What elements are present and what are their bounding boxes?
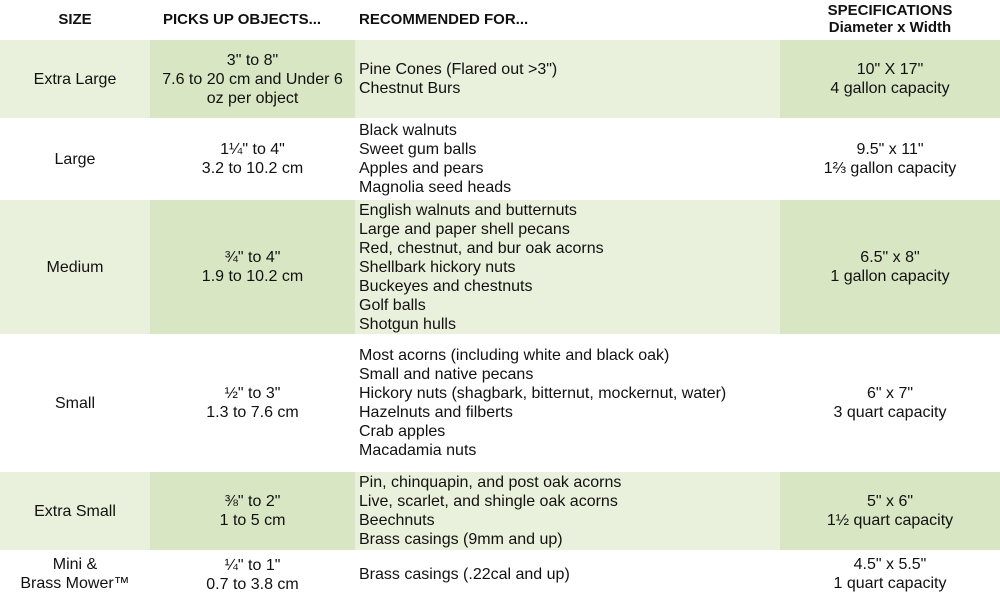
picks-up-cell-line: 1.9 to 10.2 cm — [201, 268, 304, 285]
specifications-cell-line: 1½ quart capacity — [826, 512, 954, 529]
specifications-cell-line: 1⅔ gallon capacity — [823, 160, 957, 177]
header-spec-subtitle: Diameter x Width — [828, 19, 952, 36]
picks-up-cell-line: 1¼" to 4" — [220, 141, 285, 158]
recommended-cell — [355, 470, 780, 550]
recommended-cell-line: Hazelnuts and filberts — [359, 404, 513, 421]
picks-up-cell-line: ¼" to 1" — [224, 557, 281, 574]
table-row — [0, 470, 1000, 550]
picks-up-cell — [150, 118, 355, 198]
picks-up-cell — [150, 470, 355, 550]
picks-up-cell — [150, 198, 355, 334]
recommended-cell-line: Shellbark hickory nuts — [359, 258, 516, 276]
recommended-cell — [355, 550, 780, 596]
size-cell-line: Small — [54, 394, 95, 412]
specifications-cell — [780, 550, 1000, 596]
recommended-cell — [355, 334, 780, 470]
recommended-cell-line: Apples and pears — [359, 160, 484, 177]
recommended-cell-line: Most acorns (including white and black oak) — [359, 347, 670, 364]
recommended-cell-line: Brass casings (.22cal and up) — [359, 565, 570, 583]
header-size: SIZE — [0, 0, 150, 38]
recommended-cell-line: Chestnut Burs — [359, 80, 461, 97]
recommended-cell-line: Live, scarlet, and shingle oak acorns — [359, 493, 618, 510]
table-row — [0, 38, 1000, 118]
specifications-cell-line: 1 gallon capacity — [830, 268, 950, 285]
picks-up-cell — [150, 38, 355, 118]
picks-up-cell-line: 1 to 5 cm — [219, 512, 286, 529]
header-specifications — [780, 0, 1000, 38]
recommended-cell — [355, 38, 780, 118]
table-row — [0, 118, 1000, 198]
specifications-cell — [780, 38, 1000, 118]
specifications-cell-line: 3 quart capacity — [833, 404, 947, 421]
recommended-cell-line: Small and native pecans — [359, 366, 534, 383]
specifications-cell-line: 10" X 17" — [856, 61, 924, 78]
recommended-cell-line: Beechnuts — [359, 512, 435, 529]
size-cell-line: Mini & — [52, 556, 98, 573]
picks-up-cell-line: 3" to 8" — [226, 51, 279, 69]
picks-up-cell-line: 3.2 to 10.2 cm — [201, 160, 304, 177]
picks-up-cell-line: oz per object — [206, 89, 299, 107]
picks-up-cell — [150, 334, 355, 470]
recommended-cell-line: Macadamia nuts — [359, 442, 477, 459]
specifications-cell — [780, 198, 1000, 334]
size-cell — [0, 38, 150, 118]
recommended-cell-line: Golf balls — [359, 296, 426, 314]
size-cell-line: Medium — [46, 258, 104, 276]
size-cell-line: Large — [54, 150, 96, 168]
picks-up-cell-line: ½" to 3" — [224, 385, 281, 402]
specifications-cell — [780, 118, 1000, 198]
table-row — [0, 198, 1000, 334]
specifications-cell-line: 5" x 6" — [866, 493, 914, 510]
table-row — [0, 334, 1000, 470]
picks-up-cell-line: ¾" to 4" — [224, 249, 281, 266]
header-recommended: RECOMMENDED FOR... — [355, 0, 780, 38]
recommended-cell-line: Red, chestnut, and bur oak acorns — [359, 239, 604, 257]
size-cell — [0, 198, 150, 334]
recommended-cell-line: Magnolia seed heads — [359, 179, 512, 196]
table-row — [0, 550, 1000, 596]
recommended-cell-line: Shotgun hulls — [359, 315, 456, 333]
specifications-cell-line: 4.5" x 5.5" — [853, 556, 927, 573]
picks-up-cell-line: ⅜" to 2" — [224, 493, 281, 510]
specifications-cell — [780, 470, 1000, 550]
picks-up-cell — [150, 550, 355, 596]
recommended-cell-line: Large and paper shell pecans — [359, 220, 570, 238]
size-cell — [0, 470, 150, 550]
recommended-cell-line: Buckeyes and chestnuts — [359, 277, 533, 295]
picks-up-cell-line: 1.3 to 7.6 cm — [206, 404, 299, 421]
recommended-cell-line: Pin, chinquapin, and post oak acorns — [359, 474, 622, 491]
recommended-cell-line: English walnuts and butternuts — [359, 201, 577, 219]
recommended-cell-line: Sweet gum balls — [359, 141, 477, 158]
size-cell-line: Extra Small — [34, 502, 116, 520]
recommended-cell-line: Hickory nuts (shagbark, bitternut, mockernut, water) — [359, 385, 727, 402]
recommended-cell-line: Black walnuts — [359, 122, 457, 139]
picks-up-cell-line: 7.6 to 20 cm and Under 6 — [162, 70, 343, 88]
recommended-cell — [355, 118, 780, 198]
size-cell — [0, 334, 150, 470]
size-cell — [0, 118, 150, 198]
header-row — [0, 0, 1000, 38]
specifications-cell — [780, 334, 1000, 470]
recommended-cell-line: Pine Cones (Flared out >3") — [359, 61, 558, 78]
header-spec-title: SPECIFICATIONS — [827, 2, 953, 19]
recommended-cell — [355, 198, 780, 334]
recommended-cell-line: Brass casings (9mm and up) — [359, 531, 563, 548]
specifications-cell-line: 4 gallon capacity — [830, 80, 950, 97]
size-cell-line: Extra Large — [33, 70, 117, 88]
size-cell — [0, 550, 150, 596]
specifications-cell-line: 1 quart capacity — [833, 575, 947, 592]
specifications-cell-line: 9.5" x 11" — [856, 141, 924, 158]
header-picks: PICKS UP OBJECTS... — [150, 0, 355, 38]
size-cell-line: Brass Mower™ — [20, 575, 130, 592]
table-body — [0, 38, 1000, 596]
table-header — [0, 0, 1000, 38]
specifications-cell-line: 6.5" x 8" — [860, 249, 920, 266]
picks-up-cell-line: 0.7 to 3.8 cm — [206, 576, 299, 593]
specifications-cell-line: 6" x 7" — [866, 385, 914, 402]
recommended-cell-line: Crab apples — [359, 423, 446, 440]
